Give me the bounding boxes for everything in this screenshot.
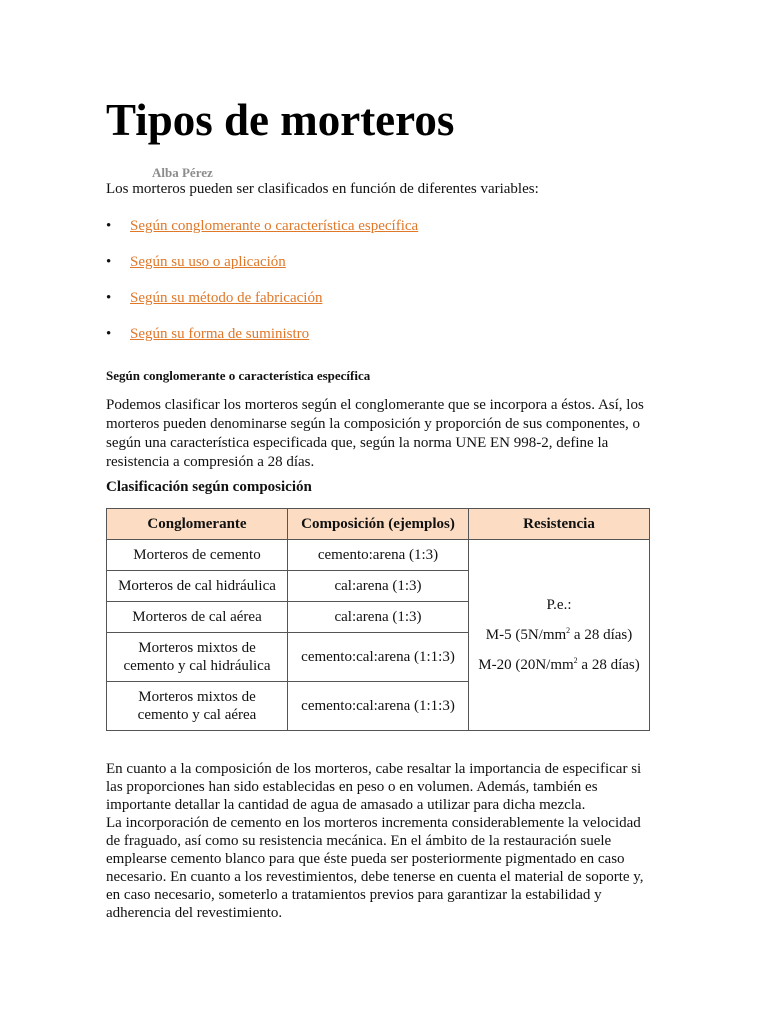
paragraph-composition: En cuanto a la composición de los morteros, cabe resaltar la importancia de especificar si las proporciones han sido establecidas en peso o en volumen. Además, también es importante detallar la cantidad de agua de amasado a utilizar para dicha mezcla. [106,761,642,813]
paragraph-classification: Podemos clasificar los morteros según el conglomerante que se incorpora a éstos. Así, los morteros pueden denominarse según la composición y proporción de sus componentes, o según una característica especificada que, según la norma UNE EN 998-2, define la resistencia a compresión a 28 días. [106,397,644,470]
section-heading: Según conglomerante o característica específica [106,368,371,383]
page-title: Tipos de morteros [106,95,455,145]
header-composicion: Composición (ejemplos) [288,509,469,540]
toc-link-suministro[interactable]: Según su forma de suministro [130,326,310,342]
cell-composition: cemento:cal:arena (1:1:3) [288,682,469,731]
paragraph-composition-notes [106,760,651,922]
cell-binder: Morteros de cal hidráulica [107,571,288,602]
cell-composition: cemento:arena (1:3) [288,540,469,571]
bullet-icon: • [106,218,112,234]
table-header-row [107,509,650,540]
cell-binder: Morteros de cemento [107,540,288,571]
bullet-icon: • [106,326,112,342]
cell-binder: Morteros mixtos de cemento y cal hidráulica [107,633,288,682]
toc-link-uso[interactable]: Según su uso o aplicación [130,254,286,270]
paragraph-cement: La incorporación de cemento en los morteros incrementa considerablemente la velocidad de fraguado, así como su resistencia mecánica. En el ámbito de la restauración suele emplearse cemento blanco para que éste pueda ser posteriormente pigmentado en caso necesario. En cuanto a los revestimientos, debe tenerse en cuenta el material de soporte y, en caso necesario, someterlo a tratamientos previos para garantizar la estabilidad y adherencia del revestimiento. [106,815,644,921]
author-name: Alba Pérez [152,165,213,180]
composition-table [106,508,650,731]
table-title: Clasificación según composición [106,479,312,495]
cell-composition: cemento:cal:arena (1:1:3) [288,633,469,682]
toc-link-metodo[interactable]: Según su método de fabricación [130,290,323,306]
header-resistencia: Resistencia [469,509,650,540]
resistance-line-2: M-20 ($20N/mm^2$ a 28 días) [478,656,640,673]
resistance-label: P.e.: [546,597,572,613]
cell-composition: cal:arena (1:3) [288,602,469,633]
cell-binder: Morteros mixtos de cemento y cal aérea [107,682,288,731]
header-conglomerante: Conglomerante [107,509,288,540]
cell-binder: Morteros de cal aérea [107,602,288,633]
cell-resistance [469,540,650,731]
toc-link-conglomerante[interactable]: Según conglomerante o característica específica [130,218,419,234]
cell-composition: cal:arena (1:3) [288,571,469,602]
bullet-icon: • [106,290,112,306]
resistance-line-1: M-5 ($5N/mm^2$ a 28 días) [485,626,633,643]
bullet-icon: • [106,254,112,270]
table-row [107,540,650,571]
intro-text: Los morteros pueden ser clasificados en función de diferentes variables: [106,181,539,197]
